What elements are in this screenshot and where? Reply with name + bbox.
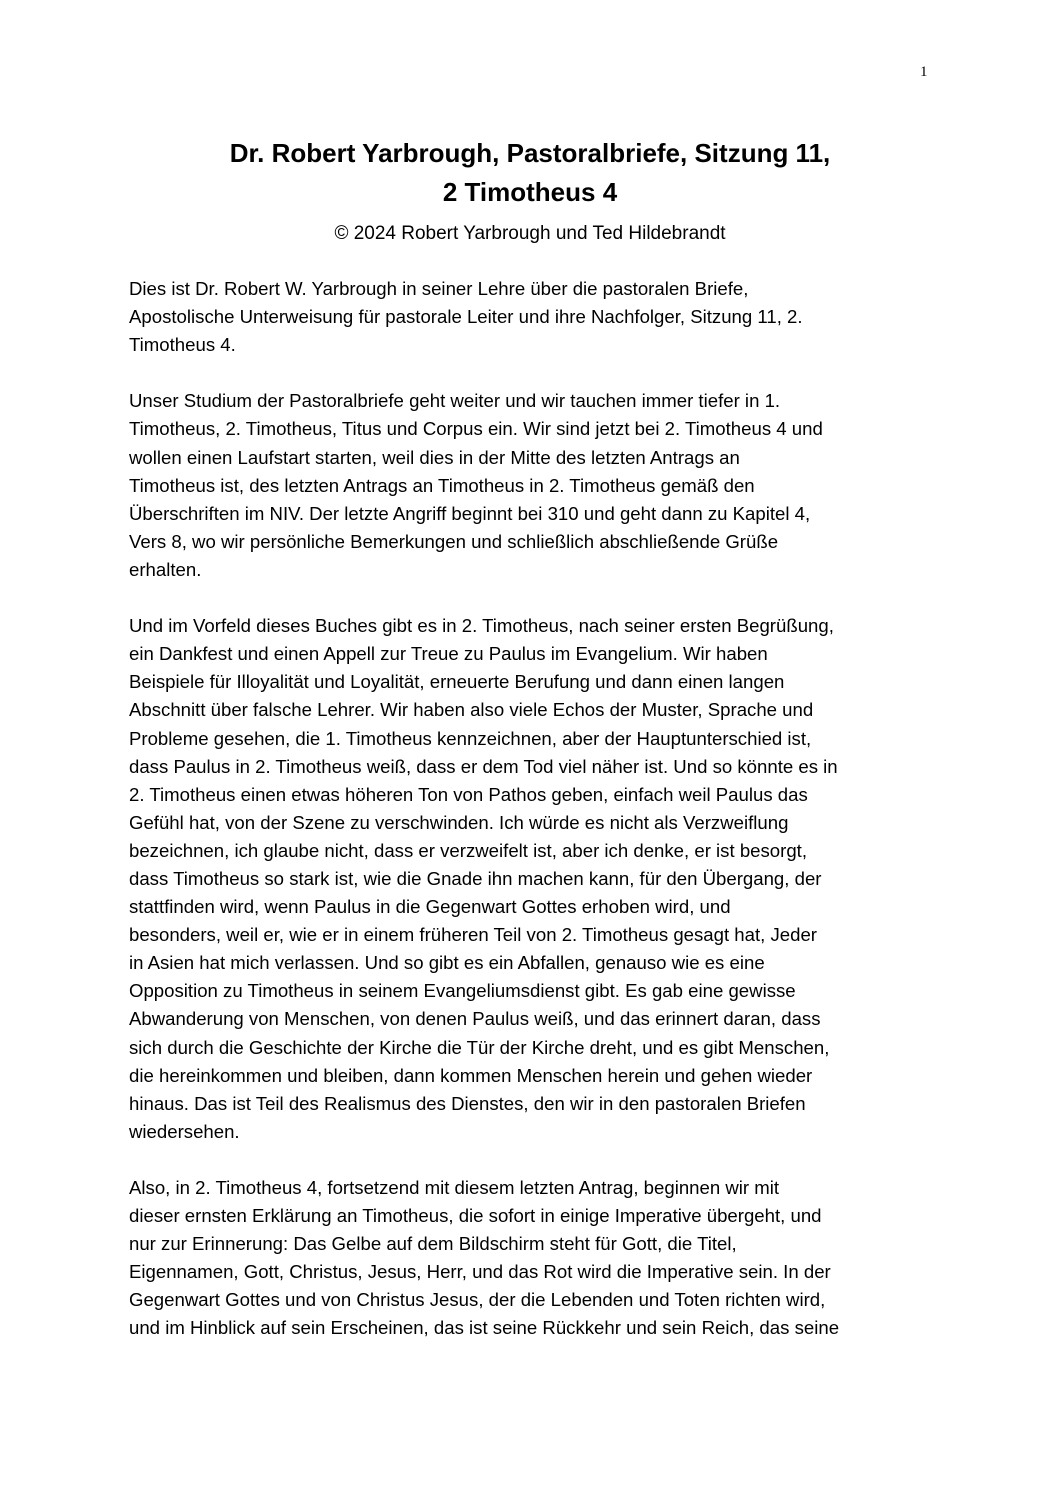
text-line: 2. Timotheus einen etwas höheren Ton von Pathos geben, einfach weil Paulus das [129, 783, 808, 805]
text-line: wiedersehen. [129, 1120, 240, 1142]
paragraph [129, 387, 929, 584]
document-body [129, 275, 929, 1371]
text-line: Timotheus, 2. Timotheus, Titus und Corpus ein. Wir sind jetzt bei 2. Timotheus 4 und [129, 418, 823, 440]
text-line: Timotheus ist, des letzten Antrags an Timotheus in 2. Timotheus gemäß den [129, 474, 755, 496]
text-line: dass Paulus in 2. Timotheus weiß, dass er dem Tod viel näher ist. Und so könnte es in [129, 755, 838, 777]
text-line: Überschriften im NIV. Der letzte Angriff beginnt bei 310 und geht dann zu Kapitel 4, [129, 502, 811, 524]
text-line: nur zur Erinnerung: Das Gelbe auf dem Bildschirm steht für Gott, die Titel, [129, 1233, 737, 1255]
text-line: und im Hinblick auf sein Erscheinen, das ist seine Rückkehr und sein Reich, das seine [129, 1317, 840, 1339]
text-line: Timotheus 4. [129, 334, 236, 356]
text-line: Dies ist Dr. Robert W. Yarbrough in seiner Lehre über die pastoralen Briefe, [129, 278, 749, 299]
text-line: Abwanderung von Menschen, von denen Paulus weiß, und das erinnert daran, dass [129, 1008, 821, 1030]
text-line: Eigennamen, Gott, Christus, Jesus, Herr, und das Rot wird die Imperative sein. In der [129, 1261, 831, 1283]
text-line: wollen einen Laufstart starten, weil dies in der Mitte des letzten Antrags an [129, 446, 740, 468]
text-line: Und im Vorfeld dieses Buches gibt es in 2. Timotheus, nach seiner ersten Begrüßung, [129, 615, 834, 637]
text-line: erhalten. [129, 558, 202, 580]
text-line: hinaus. Das ist Teil des Realismus des Dienstes, den wir in den pastoralen Briefen [129, 1092, 806, 1114]
title-line-2: 2 Timotheus 4 [442, 177, 618, 207]
page-number: 1 [920, 64, 928, 80]
text-line: Beispiele für Illoyalität und Loyalität, erneuerte Berufung und dann einen langen [129, 671, 785, 693]
text-line: Gefühl hat, von der Szene zu verschwinden. Ich würde es nicht als Verzweiflung [129, 811, 789, 833]
text-line: die hereinkommen und bleiben, dann kommen Menschen herein und gehen wieder [129, 1064, 813, 1086]
text-line: ein Dankfest und einen Appell zur Treue zu Paulus im Evangelium. Wir haben [129, 643, 768, 665]
text-line: Unser Studium der Pastoralbriefe geht weiter und wir tauchen immer tiefer in 1. [129, 390, 781, 412]
copyright-notice: © 2024 Robert Yarbrough und Ted Hildebrandt [334, 223, 726, 244]
paragraph [129, 1174, 929, 1343]
text-line: dieser ernsten Erklärung an Timotheus, die sofort in einige Imperative übergeht, und [129, 1205, 822, 1227]
text-line: Probleme gesehen, die 1. Timotheus kennzeichnen, aber der Hauptunterschied ist, [129, 727, 812, 749]
document-title [100, 134, 960, 212]
paragraph [129, 275, 929, 359]
text-line: Opposition zu Timotheus in seinem Evangeliumsdienst gibt. Es gab eine gewisse [129, 980, 796, 1002]
text-line: dass Timotheus so stark ist, wie die Gnade ihn machen kann, für den Übergang, der [129, 867, 822, 889]
text-line: Vers 8, wo wir persönliche Bemerkungen und schließlich abschließende Grüße [129, 530, 779, 552]
title-line-1: Dr. Robert Yarbrough, Pastoralbriefe, Sitzung 11, [229, 138, 831, 168]
text-line: besonders, weil er, wie er in einem früheren Teil von 2. Timotheus gesagt hat, Jeder [129, 924, 818, 946]
text-line: bezeichnen, ich glaube nicht, dass er verzweifelt ist, aber ich denke, er ist besorgt, [129, 839, 807, 861]
text-line: Abschnitt über falsche Lehrer. Wir haben also viele Echos der Muster, Sprache und [129, 699, 814, 721]
text-line: Also, in 2. Timotheus 4, fortsetzend mit diesem letzten Antrag, beginnen wir mit [129, 1177, 780, 1198]
text-line: sich durch die Geschichte der Kirche die Tür der Kirche dreht, und es gibt Menschen, [129, 1036, 830, 1058]
text-line: stattfinden wird, wenn Paulus in die Gegenwart Gottes erhoben wird, und [129, 896, 731, 918]
paragraph [129, 612, 929, 1146]
text-line: Apostolische Unterweisung für pastorale Leiter und ihre Nachfolger, Sitzung 11, 2. [129, 306, 803, 328]
text-line: Gegenwart Gottes und von Christus Jesus, der die Lebenden und Toten richten wird, [129, 1289, 826, 1311]
text-line: in Asien hat mich verlassen. Und so gibt es ein Abfallen, genauso wie es eine [129, 952, 765, 974]
